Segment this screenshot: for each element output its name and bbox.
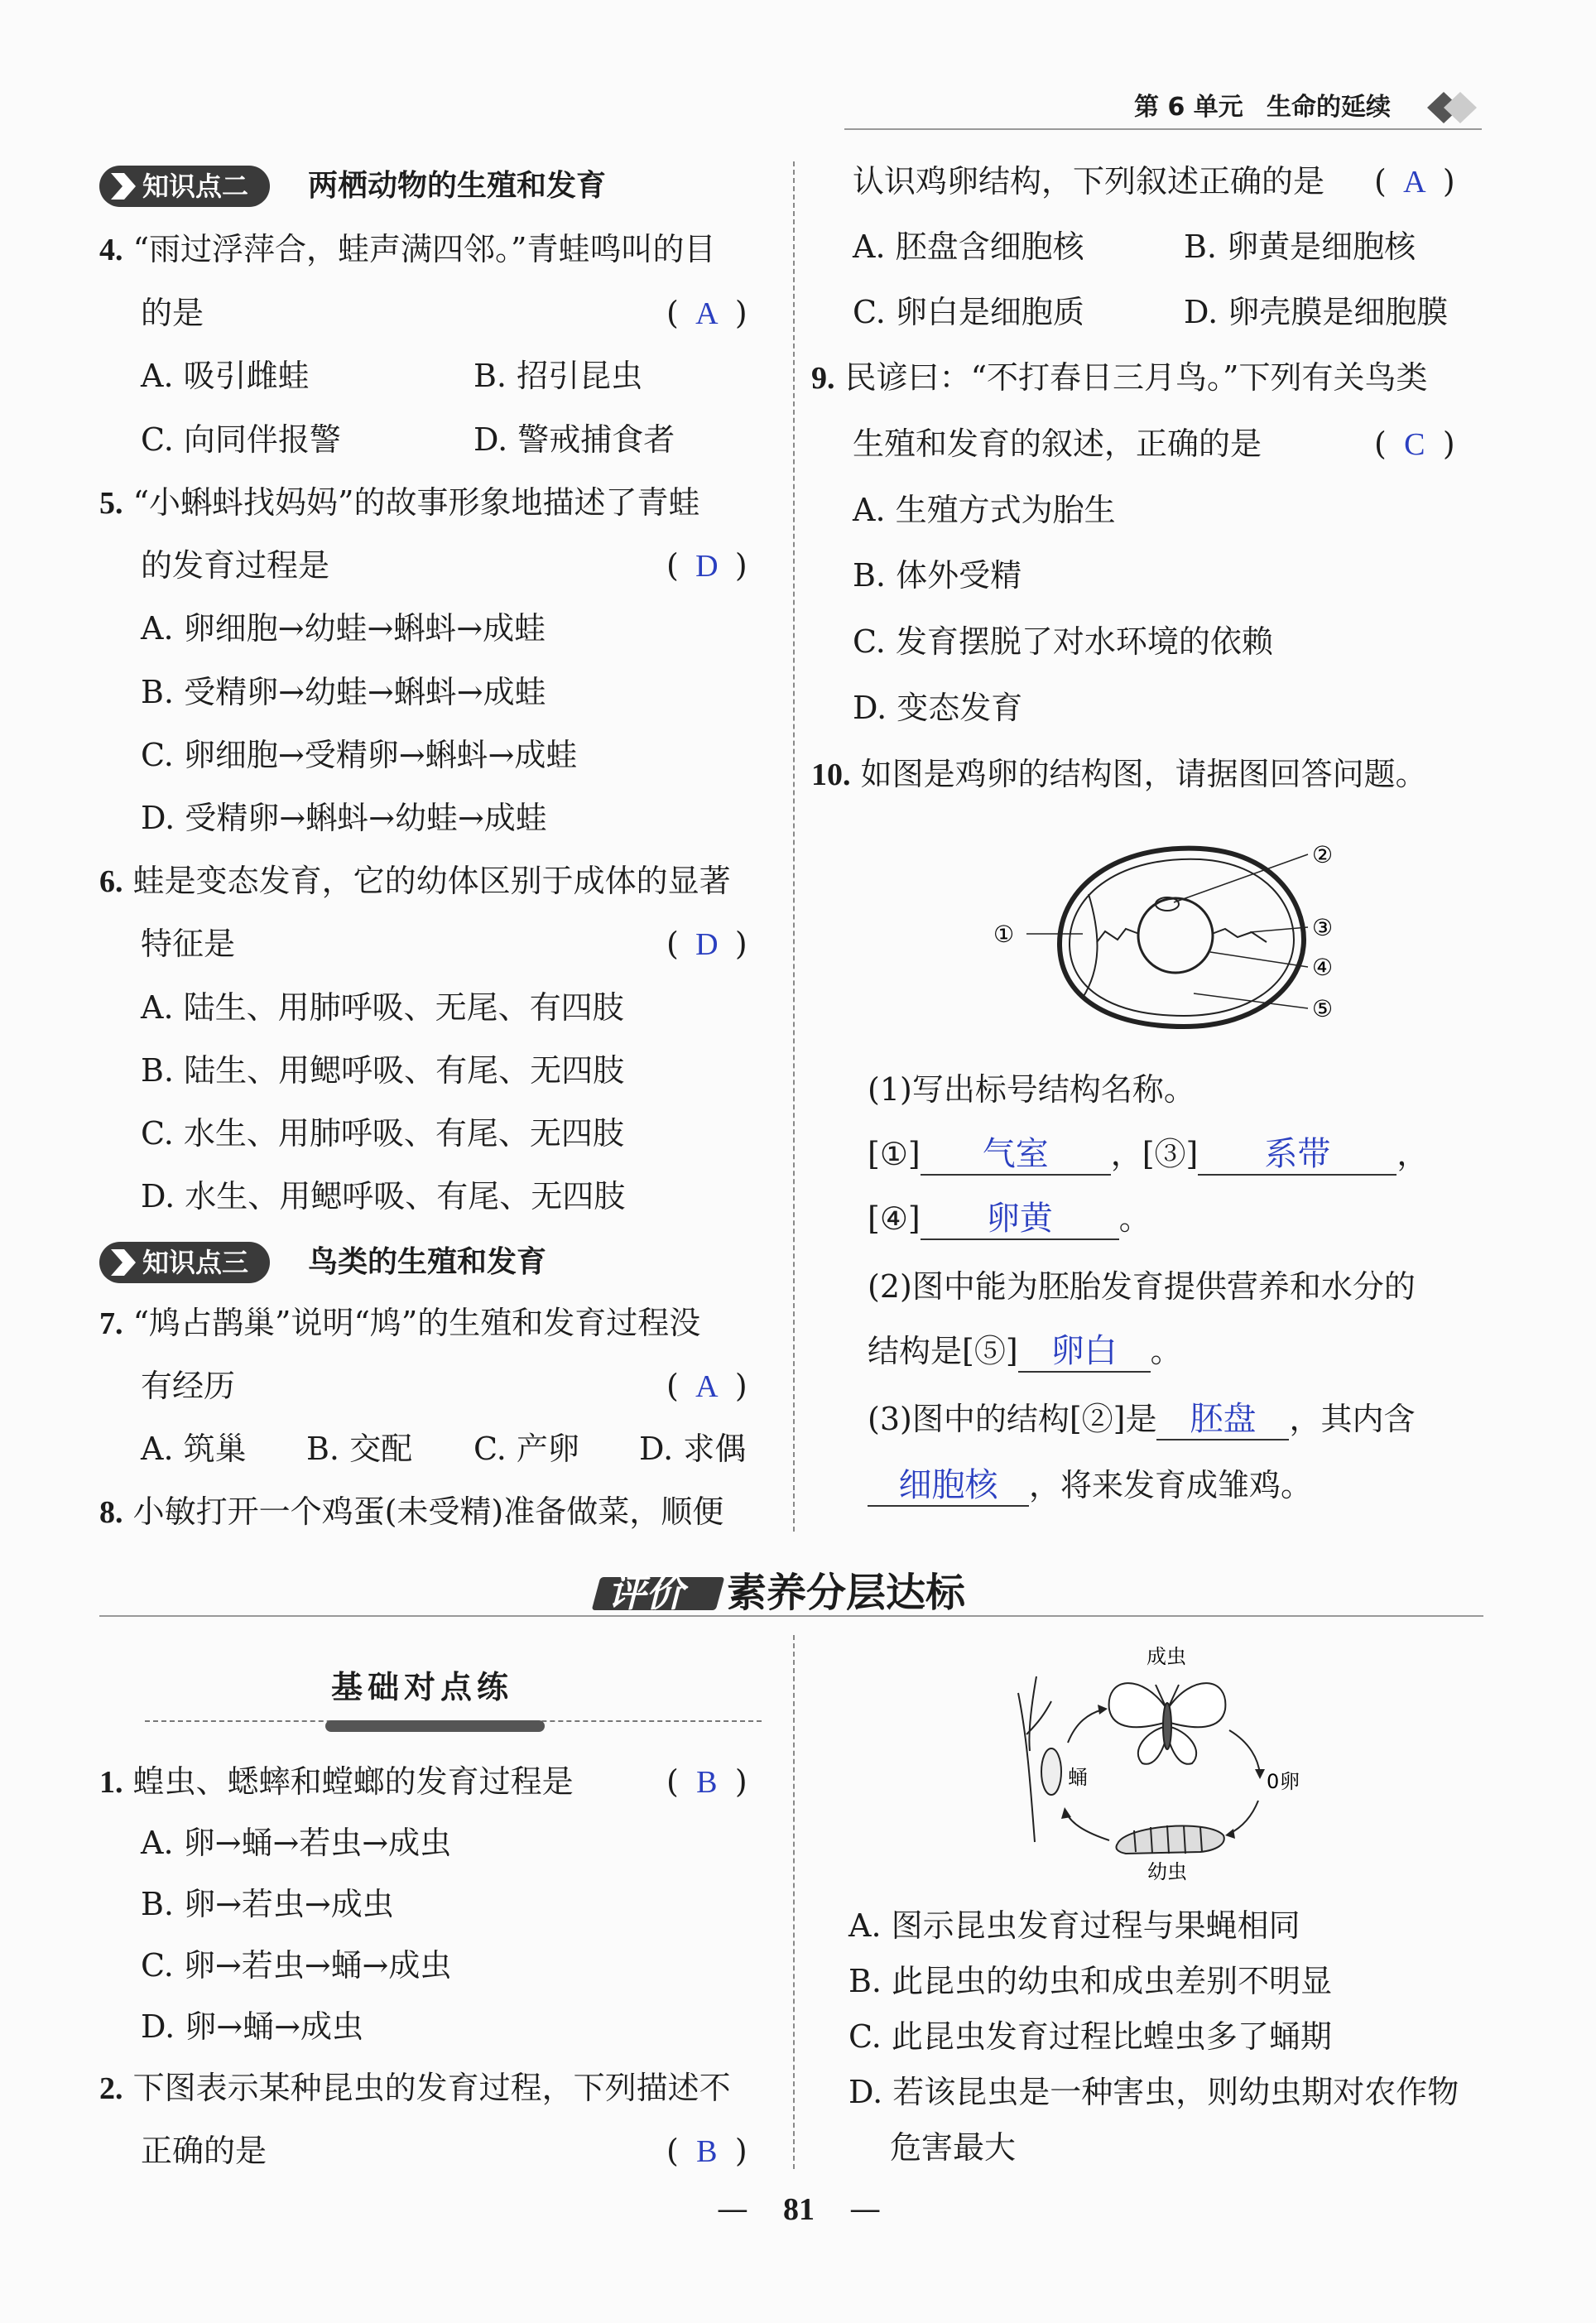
- answer-bracket: ( A ): [1374, 160, 1455, 204]
- subquestion-2-line2: [868, 1330, 1182, 1373]
- page-footer: [695, 2186, 902, 2232]
- question-text: 蛙是变态发育，它的幼体区别于成体的显著: [132, 863, 731, 899]
- option-b: B. 招引昆虫: [474, 358, 643, 394]
- unit-label: 第 6 单元: [1134, 93, 1243, 122]
- egg-structure-diagram: [977, 828, 1366, 1043]
- larva-icon: [1116, 1825, 1223, 1854]
- bracket-label: [③]: [1142, 1136, 1199, 1172]
- answer-bracket: ( A ): [666, 291, 748, 335]
- fill-blank[interactable]: [921, 1197, 1119, 1240]
- handwritten-answer: 气室: [982, 1135, 1049, 1173]
- question-number: 1.: [99, 1765, 123, 1800]
- question-number: 10.: [811, 758, 851, 792]
- bracket-label: [①]: [868, 1136, 921, 1172]
- question-number: 5.: [99, 486, 123, 521]
- option-d: D. 求偶: [639, 1431, 747, 1467]
- option-b: B. 此昆虫的幼虫和成虫差别不明显: [848, 1963, 1333, 1999]
- option-c: C. 水生、用肺呼吸、有尾、无四肢: [141, 1115, 624, 1152]
- question-5: [99, 481, 699, 525]
- question-text: 结构是[⑤]: [868, 1333, 1018, 1369]
- answer: B: [696, 2134, 718, 2169]
- question-8: [99, 1490, 723, 1534]
- option-b: B. 体外受精: [853, 557, 1022, 594]
- option-b: B. 受精卵→幼蛙→蝌蚪→成蛙: [141, 674, 546, 710]
- answer-bracket: ( D ): [666, 922, 748, 966]
- question-6: [99, 859, 731, 903]
- evaluation-banner: [99, 1569, 1483, 1618]
- header-rule: [844, 128, 1482, 130]
- option-d-line2: 危害最大: [890, 2129, 1017, 2166]
- question-9-line2: 生殖和发育的叙述，正确的是: [853, 426, 1262, 462]
- eval-tag: [596, 1569, 720, 1617]
- subquestion-2-line1: (2)图中能为胚胎发育提供营养和水分的: [868, 1268, 1416, 1305]
- option-c: C. 此昆虫发育过程比蝗虫多了蛹期: [848, 2018, 1332, 2055]
- label-2: ②: [1312, 841, 1334, 868]
- handwritten-answer: 胚盘: [1190, 1400, 1257, 1438]
- question-text: 民谚曰：“不打春日三月鸟。”下列有关鸟类: [844, 359, 1428, 396]
- question-number: 4.: [99, 233, 123, 267]
- question-text: ，将来发育成雏鸡。: [1029, 1467, 1313, 1503]
- question-text: “小蝌蚪找妈妈”的故事形象地描述了青蛙: [132, 484, 700, 521]
- handwritten-answer: 细胞核: [898, 1466, 998, 1504]
- option-d: D. 变态发育: [853, 690, 1023, 726]
- fill-blank[interactable]: [1018, 1330, 1151, 1373]
- option-a: A. 图示昆虫发育过程与果蝇相同: [848, 1907, 1300, 1944]
- option-d: D. 警戒捕食者: [474, 421, 675, 458]
- option-a: A. 卵→蛹→若虫→成虫: [141, 1825, 452, 1861]
- option-d: D. 卵壳膜是细胞膜: [1184, 294, 1449, 330]
- air-cell: [1083, 894, 1097, 998]
- period: 。: [1118, 1200, 1151, 1237]
- question-7: [99, 1301, 700, 1345]
- option-c: C. 产卵: [474, 1431, 579, 1467]
- page-header: [844, 87, 1482, 128]
- option-a: A. 陆生、用肺呼吸、无尾、有四肢: [141, 989, 624, 1026]
- option-d: D. 水生、用鳃呼吸、有尾、无四肢: [141, 1178, 626, 1214]
- pupa-label: 蛹: [1068, 1766, 1088, 1789]
- answer: A: [1403, 165, 1426, 200]
- option-d: D. 若该昆虫是一种害虫，则幼虫期对农作物: [848, 2074, 1459, 2110]
- answer: A: [695, 296, 719, 331]
- arrowhead: [1061, 1807, 1071, 1819]
- comma: ，: [1110, 1136, 1142, 1172]
- knowledge-badge-2: [99, 166, 270, 207]
- label-3: ③: [1312, 914, 1334, 941]
- question-9: [811, 356, 1427, 400]
- question-text: 小敏打开一个鸡蛋(未受精)准备做菜，顺便: [132, 1493, 724, 1530]
- question-4: [99, 228, 715, 272]
- option-d: D. 卵→蛹→成虫: [141, 2008, 363, 2045]
- fill-blank[interactable]: [921, 1133, 1111, 1176]
- diamond-icon: [1424, 89, 1478, 127]
- arrowhead: [1098, 1705, 1108, 1715]
- eval-tag-label: 评价: [608, 1570, 684, 1615]
- option-c: C. 发育摆脱了对水环境的依赖: [853, 623, 1273, 660]
- adult-label: 成虫: [1147, 1645, 1186, 1668]
- badge-label: 知识点二: [142, 171, 249, 202]
- comma: ，: [1396, 1136, 1429, 1172]
- bracket-label: [④]: [868, 1200, 921, 1237]
- knowledge-badge-3: [99, 1242, 270, 1283]
- option-b: B. 卵→若虫→成虫: [141, 1886, 394, 1922]
- egg-label: 卵: [1280, 1770, 1300, 1793]
- option-c: C. 向同伴报警: [141, 421, 341, 458]
- fill-blank[interactable]: [1156, 1397, 1289, 1440]
- dash: —: [716, 2191, 748, 2227]
- answer: A: [695, 1369, 719, 1404]
- chapter-label: 生命的延续: [1267, 93, 1391, 122]
- question-number: 9.: [811, 361, 835, 396]
- answer-bracket: ( D ): [666, 544, 748, 588]
- question-text: 如图是鸡卵的结构图，请据图回答问题。: [860, 756, 1427, 792]
- answer: D: [695, 549, 719, 584]
- fill-blank[interactable]: [1198, 1133, 1396, 1176]
- egg-symbol: 0: [1267, 1770, 1280, 1793]
- arrow-adult-to-egg: [1229, 1730, 1260, 1774]
- column-divider: [793, 1635, 795, 2169]
- option-a: A. 筑巢: [141, 1431, 247, 1467]
- question-text: 蝗虫、蟋蟀和螳螂的发育过程是: [132, 1763, 574, 1800]
- label-5: ⑤: [1312, 995, 1334, 1022]
- option-a: A. 卵细胞→幼蛙→蝌蚪→成蛙: [141, 610, 546, 647]
- leader-line: [1250, 927, 1308, 932]
- question-8-line2: 认识鸡卵结构，下列叙述正确的是: [853, 163, 1325, 200]
- answer-bracket: ( B ): [666, 1760, 748, 1804]
- handwritten-answer: 卵白: [1050, 1332, 1118, 1370]
- leader-line: [1194, 993, 1308, 1008]
- option-a: A. 胚盘含细胞核: [853, 228, 1084, 265]
- chalaza: [1097, 929, 1139, 942]
- subquestion-1: (1)写出标号结构名称。: [868, 1071, 1195, 1108]
- question-7-line2: 有经历: [141, 1368, 236, 1404]
- basic-question-2-line2: 正确的是: [141, 2133, 267, 2169]
- question-text: “雨过浮萍合，蛙声满四邻。”青蛙鸣叫的目: [132, 231, 716, 267]
- answer-bracket: ( B ): [666, 2129, 748, 2173]
- eval-title: 素养分层达标: [727, 1570, 966, 1616]
- option-a: A. 吸引雌蛙: [141, 358, 310, 394]
- branch-with-pupa-icon: [1018, 1676, 1061, 1842]
- fill-blank[interactable]: [868, 1464, 1029, 1507]
- option-c: C. 卵白是细胞质: [853, 294, 1084, 330]
- question-number: 7.: [99, 1306, 123, 1341]
- option-b: B. 卵黄是细胞核: [1184, 228, 1416, 265]
- answer-bracket: ( A ): [666, 1364, 748, 1408]
- option-b: B. 交配: [306, 1431, 413, 1467]
- handwritten-answer: 卵黄: [986, 1200, 1053, 1238]
- question-number: 8.: [99, 1495, 123, 1530]
- butterfly-icon: [1109, 1683, 1226, 1764]
- subquestion-3-line1: [868, 1397, 1416, 1440]
- larva-label: 幼虫: [1147, 1860, 1187, 1883]
- option-a: A. 生殖方式为胎生: [853, 492, 1116, 528]
- option-c: C. 卵细胞→受精卵→蝌蚪→成蛙: [141, 737, 578, 773]
- insect-lifecycle-diagram: [993, 1643, 1341, 1883]
- arrow-pupa-to-adult: [1068, 1710, 1103, 1743]
- answer: C: [1404, 427, 1425, 462]
- page-number: 81: [783, 2192, 815, 2227]
- answer-bracket: ( C ): [1374, 422, 1455, 466]
- question-10: [811, 753, 1427, 796]
- title-bar: [325, 1720, 545, 1732]
- handwritten-answer: 系带: [1264, 1135, 1331, 1173]
- basic-question-1: [99, 1760, 574, 1804]
- section-title: 两栖动物的生殖和发育: [308, 169, 607, 203]
- section-title: 鸟类的生殖和发育: [308, 1245, 547, 1279]
- fill-line-1: [868, 1133, 1428, 1176]
- question-text: (3)图中的结构[②]是: [868, 1401, 1157, 1437]
- column-divider: [793, 161, 795, 1532]
- arrow-larva-to-pupa: [1066, 1813, 1109, 1840]
- fill-line-2: [868, 1197, 1151, 1240]
- chevron-right-icon: [108, 170, 139, 203]
- arrowhead: [1225, 1829, 1235, 1839]
- question-4-line2: 的是: [141, 295, 204, 331]
- question-number: 2.: [99, 2071, 123, 2106]
- chevron-right-icon: [108, 1246, 139, 1279]
- period: 。: [1150, 1333, 1182, 1369]
- basic-question-2: [99, 2066, 731, 2110]
- dash: —: [849, 2191, 882, 2227]
- arrow-egg-to-larva: [1229, 1801, 1258, 1834]
- option-d: D. 受精卵→蝌蚪→幼蛙→成蛙: [141, 800, 547, 836]
- question-text: “鸠占鹊巢”说明“鸠”的生殖和发育过程没: [132, 1305, 701, 1341]
- option-c: C. 卵→若虫→蛹→成虫: [141, 1947, 452, 1984]
- question-6-line2: 特征是: [141, 926, 236, 962]
- question-5-line2: 的发育过程是: [141, 547, 330, 584]
- answer: D: [695, 927, 719, 962]
- basic-practice-title: 基础对点练: [331, 1669, 514, 1705]
- leader-line: [1210, 952, 1308, 967]
- label-1: ①: [993, 921, 1015, 948]
- arrowhead: [1255, 1769, 1265, 1779]
- subquestion-3-line2: [868, 1464, 1312, 1507]
- label-4: ④: [1312, 954, 1334, 981]
- option-b: B. 陆生、用鳃呼吸、有尾、无四肢: [141, 1052, 625, 1089]
- answer: B: [696, 1765, 718, 1800]
- question-number: 6.: [99, 864, 123, 899]
- question-text: 下图表示某种昆虫的发育过程，下列描述不: [132, 2070, 731, 2106]
- question-text: ，其内含: [1289, 1401, 1416, 1437]
- badge-label: 知识点三: [142, 1247, 249, 1278]
